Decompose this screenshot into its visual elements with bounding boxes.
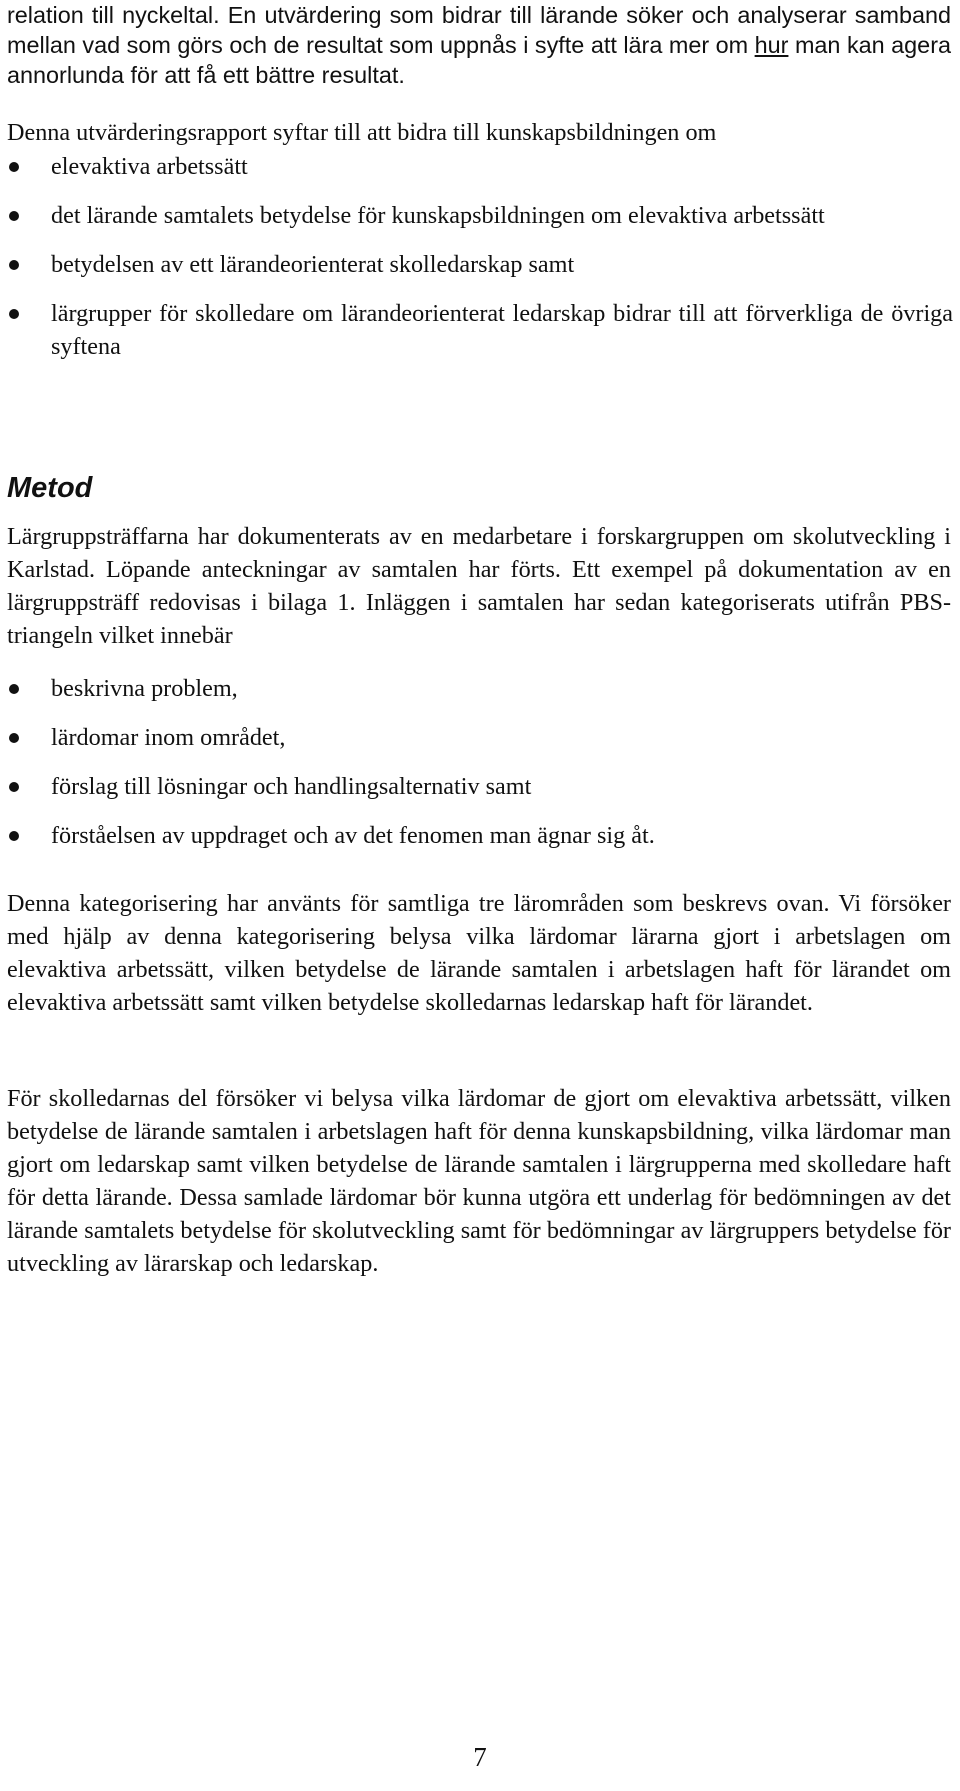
leaders-paragraph: För skolledarnas del försöker vi belysa vilka lärdomar de gjort om elevaktiva arbetssätt, vilken betydelse de lärande samtalen i arbetslagen haft för denna kunskapsbildning, vilka lärdomar man gjort om ledarskap samt vilken betydelse de lärande samtalen i lärgrupperna med skolledare haft för detta lärande. Dessa samlade lärdomar bör kunna utgöra ett underlag för bedömningen av det lärande samtalets betydelse för skolutveckling samt för bedömningar av lärgruppers betydelse för utveckling av lärarskap och ledarskap. bbox=[7, 1085, 951, 1277]
purpose-lead: Denna utvärderingsrapport syftar till att bidra till kunskapsbildningen om bbox=[7, 119, 717, 146]
intro-text-before: relation till nyckeltal. En utvärdering som bidrar till lärande söker och analyserar samband mellan vad som görs och de resultat som uppnås i syfte att lära mer om bbox=[7, 2, 951, 58]
bullet-icon bbox=[9, 782, 19, 792]
list-item: det lärande samtalets betydelse för kunskapsbildningen om elevaktiva arbetssätt bbox=[7, 199, 953, 232]
bullet-icon bbox=[9, 211, 19, 221]
list-item: förståelsen av uppdraget och av det fenomen man ägnar sig åt. bbox=[7, 819, 953, 852]
list-item: elevaktiva arbetssätt bbox=[7, 150, 953, 183]
list-item: förslag till lösningar och handlingsalternativ samt bbox=[7, 770, 953, 803]
bullet-icon bbox=[9, 309, 19, 319]
categorization-paragraph: Denna kategorisering har använts för samtliga tre lärområden som beskrevs ovan. Vi försöker med hjälp av denna kategorisering belysa vilka lärdomar lärarna gjort i arbetslagen om elevaktiva arbetssätt, vilken betydelse de lärande samtalen i arbetslagen haft för lärandet om elevaktiva arbetssätt samt vilken betydelse skolledarnas ledarskap haft för lärandet. bbox=[7, 890, 951, 1016]
page-number: 7 bbox=[473, 1742, 487, 1772]
method-paragraph: Lärgruppsträffarna har dokumenterats av en medarbetare i forskargruppen om skolutveckling i Karlstad. Löpande anteckningar av samtalen har förts. Ett exempel på dokumentation av en lärgruppsträff redovisas i bilaga 1. Inläggen i samtalen har sedan kategoriserats utifrån PBS-triangeln vilket innebär bbox=[7, 523, 951, 649]
method-list bbox=[7, 672, 953, 852]
bullet-icon bbox=[9, 162, 19, 172]
bullet-icon bbox=[9, 831, 19, 841]
list-item: beskrivna problem, bbox=[7, 672, 953, 705]
list-item: lärdomar inom området, bbox=[7, 721, 953, 754]
section-heading: Metod bbox=[7, 472, 93, 504]
list-item: lärgrupper för skolledare om lärandeorienterat ledarskap bidrar till att förverkliga de övriga syftena bbox=[7, 297, 953, 363]
list-item: betydelsen av ett lärandeorienterat skolledarskap samt bbox=[7, 248, 953, 281]
intro-underlined-word: hur bbox=[754, 32, 789, 58]
bullet-icon bbox=[9, 260, 19, 270]
intro-paragraph bbox=[7, 0, 951, 90]
bullet-icon bbox=[9, 684, 19, 694]
intro-text-after: man kan agera annorlunda för att få ett bättre resultat. bbox=[7, 32, 951, 88]
purpose-list bbox=[7, 150, 953, 363]
bullet-icon bbox=[9, 733, 19, 743]
